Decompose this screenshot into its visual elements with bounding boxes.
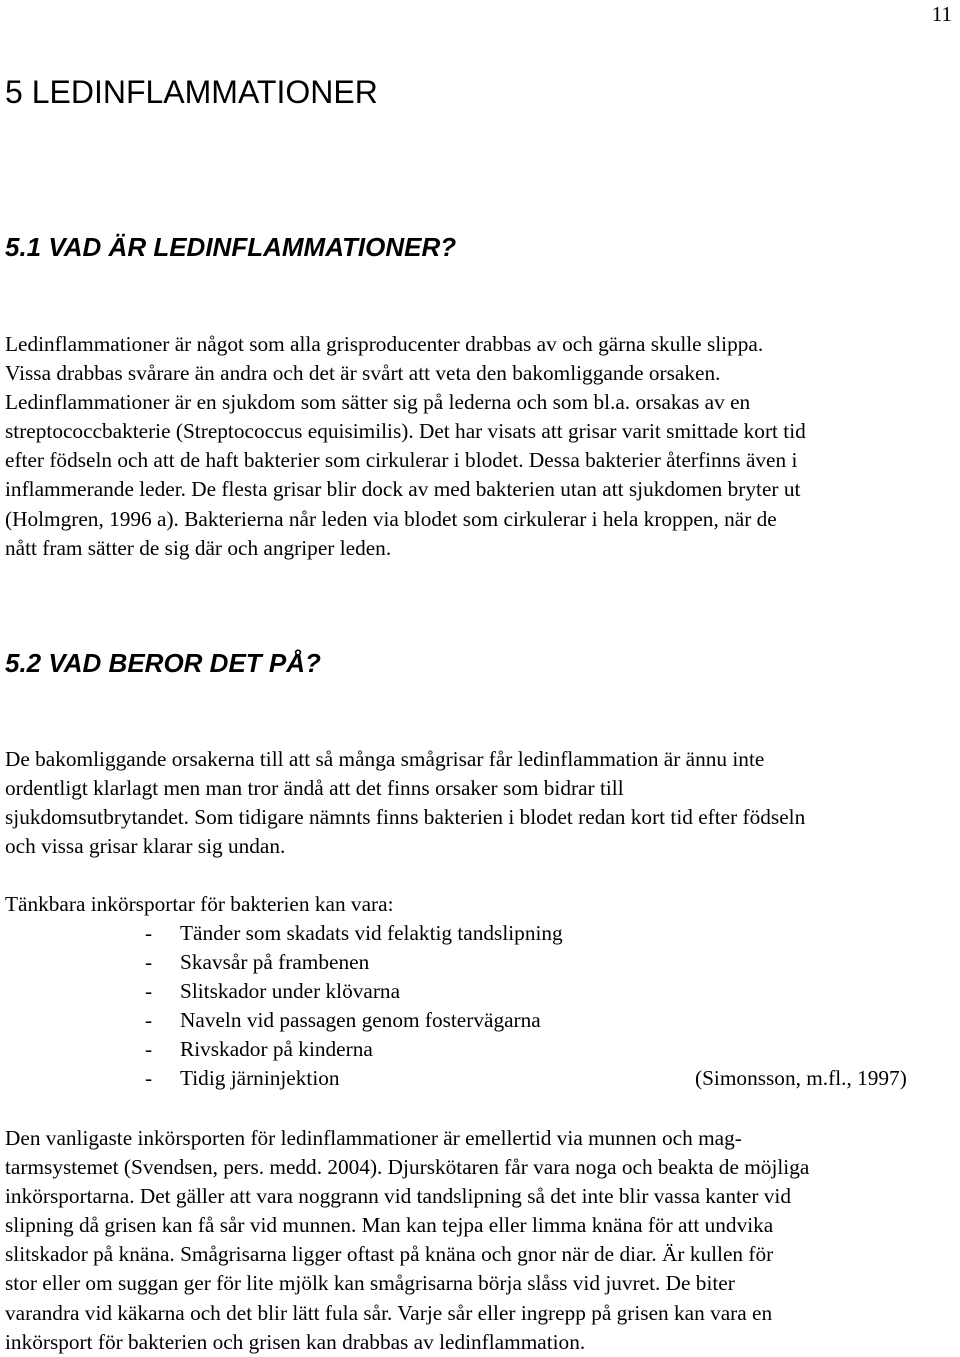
text-line: De bakomliggande orsakerna till att så många smågrisar får ledinflammation är ännu inte xyxy=(5,747,765,771)
section-2-intro-paragraph xyxy=(5,745,957,861)
text-line: slitskador på knäna. Smågrisarna ligger oftast på knäna och gnor när de diar. Är kullen för xyxy=(5,1242,774,1267)
text-line: Ledinflammationer är något som alla grisproducenter drabbas av och gärna skulle slippa. xyxy=(5,332,764,356)
list-item-text: Rivskador på kinderna xyxy=(180,1037,373,1062)
list-item xyxy=(5,919,957,948)
entry-points-list xyxy=(5,919,957,1094)
list-intro: Tänkbara inkörsportar för bakterien kan vara: xyxy=(5,892,394,916)
chapter-title: 5 LEDINFLAMMATIONER xyxy=(5,74,378,110)
list-item-text: Tidig järninjektion xyxy=(180,1066,340,1091)
list-dash: - xyxy=(145,921,153,945)
list-item xyxy=(5,948,957,977)
section-2-closing-paragraph xyxy=(5,1124,957,1357)
text-line: efter födseln och att de haft bakterier som cirkulerar i blodet. Dessa bakterier återfinns även i xyxy=(5,448,798,473)
list-item-text: Skavsår på frambenen xyxy=(180,950,370,975)
section-1-paragraph xyxy=(5,330,957,563)
text-line: slipning då grisen kan få sår vid munnen. Man kan tejpa eller limma knäna för att undvika xyxy=(5,1213,774,1238)
text-line: Vissa drabbas svårare än andra och det är svårt att veta den bakomliggande orsaken. xyxy=(5,361,721,386)
list-dash: - xyxy=(145,1008,153,1033)
text-line: tarmsystemet (Svendsen, pers. medd. 2004). Djurskötaren får vara noga och beakta de möjliga xyxy=(5,1155,810,1180)
page-number: 11 xyxy=(931,2,952,26)
list-dash: - xyxy=(145,1066,153,1091)
list-dash: - xyxy=(145,950,153,975)
text-line: inkörsport för bakterien och grisen kan drabbas av ledinflammation. xyxy=(5,1329,586,1354)
list-item xyxy=(5,1035,957,1064)
list-item xyxy=(5,977,957,1006)
text-line: inflammerande leder. De flesta grisar blir dock av med bakterien utan att sjukdomen bryter ut xyxy=(5,477,801,502)
list-dash: - xyxy=(145,1037,153,1062)
list-item-text: Tänder som skadats vid felaktig tandslipning xyxy=(180,921,563,945)
section-1-heading: 5.1 VAD ÄR LEDINFLAMMATIONER? xyxy=(5,232,457,262)
text-line: nått fram sätter de sig där och angriper leden. xyxy=(5,535,392,560)
text-line: streptococcbakterie (Streptococcus equisimilis). Det har visats att grisar varit smittade kort tid xyxy=(5,419,806,444)
text-line: och vissa grisar klarar sig undan. xyxy=(5,834,286,859)
list-dash: - xyxy=(145,979,153,1004)
list-item xyxy=(5,1064,957,1093)
list-item-text: Slitskador under klövarna xyxy=(180,979,401,1004)
text-line: Den vanligaste inkörsporten för ledinflammationer är emellertid via munnen och mag- xyxy=(5,1126,742,1150)
text-line: (Holmgren, 1996 a). Bakterierna når leden via blodet som cirkulerar i hela kroppen, när de xyxy=(5,506,777,531)
list-item xyxy=(5,1006,957,1035)
list-item-text: Naveln vid passagen genom fostervägarna xyxy=(180,1008,541,1033)
text-line: varandra vid käkarna och det blir lätt fula sår. Varje sår eller ingrepp på grisen kan vara en xyxy=(5,1300,773,1325)
list-citation: (Simonsson, m.fl., 1997) xyxy=(695,1066,907,1091)
text-line: inkörsportarna. Det gäller att vara noggrann vid tandslipning så det inte blir vassa kanter vid xyxy=(5,1184,791,1209)
text-line: stor eller om suggan ger för lite mjölk kan smågrisarna börja slåss vid juvret. De biter xyxy=(5,1271,735,1296)
text-line: ordentligt klarlagt men man tror ändå att det finns orsaker som bidrar till xyxy=(5,776,624,801)
section-2-heading: 5.2 VAD BEROR DET PÅ? xyxy=(5,648,321,678)
text-line: Ledinflammationer är en sjukdom som sätter sig på lederna och som bl.a. orsakas av en xyxy=(5,390,751,415)
text-line: sjukdomsutbrytandet. Som tidigare nämnts finns bakterien i blodet redan kort tid efter födseln xyxy=(5,805,806,830)
